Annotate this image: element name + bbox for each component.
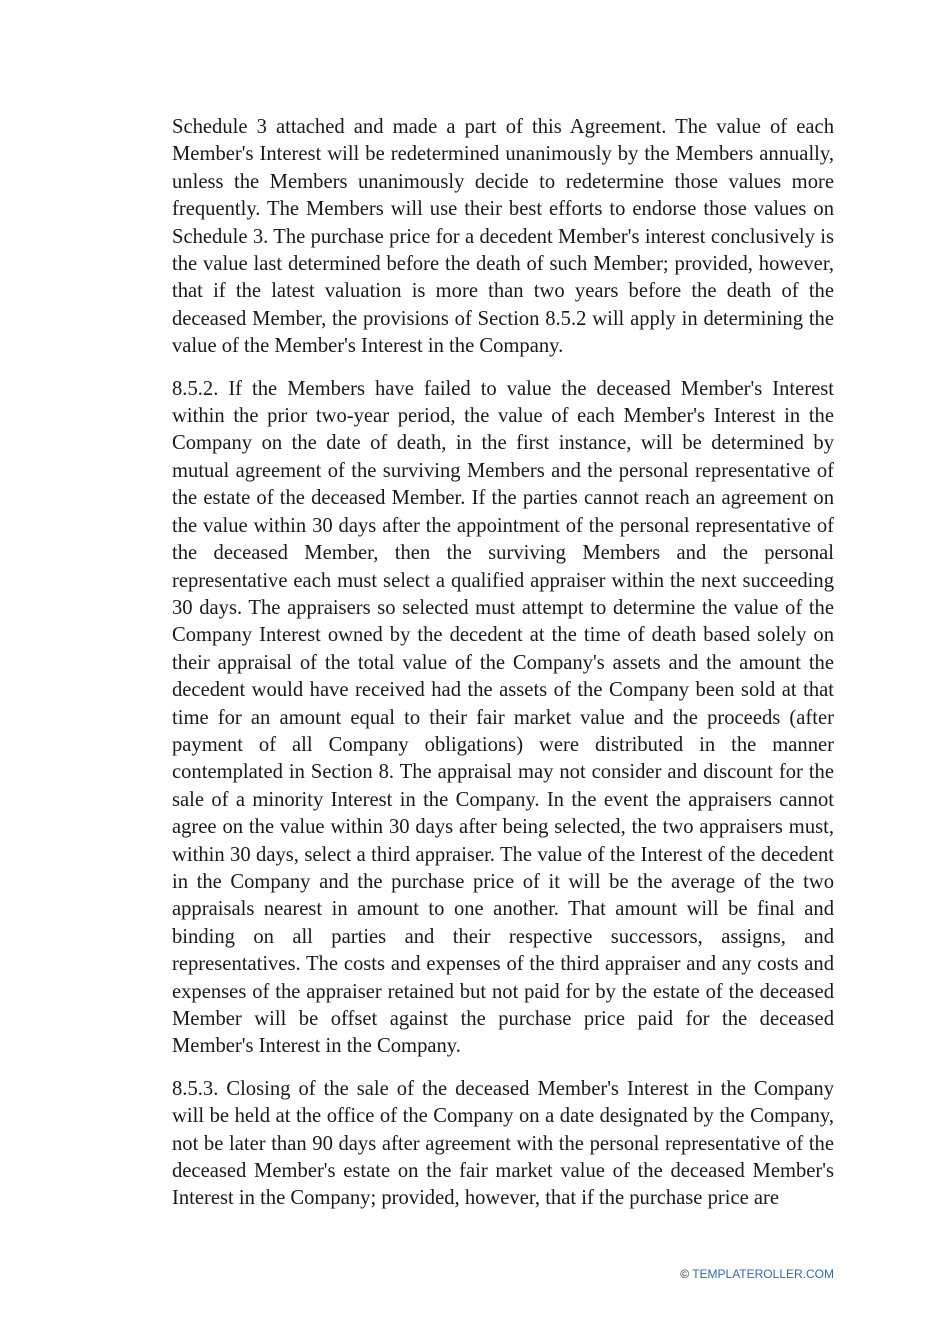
footer-watermark [680, 1266, 834, 1282]
paragraph-8-5-2: 8.5.2. If the Members have failed to value the deceased Member's Interest within the prior two-year period, the value of each Member's Interest in the Company on the date of death, in the first instance, will be determined by mutual agreement of the surviving Members and the personal representative of the estate of the deceased Member. If the parties cannot reach an agreement on the value within 30 days after the appointment of the personal representative of the deceased Member, then the surviving Members and the personal representative each must select a qualified appraiser within the next succeeding 30 days. The appraisers so selected must attempt to determine the value of the Company Interest owned by the decedent at the time of death based solely on their appraisal of the total value of the Company's assets and the amount the decedent would have received had the assets of the Company been sold at that time for an amount equal to their fair market value and the proceeds (after payment of all Company obligations) were distributed in the manner contemplated in Section 8. The appraisal may not consider and discount for the sale of a minority Interest in the Company. In the event the appraisers cannot agree on the value within 30 days after being selected, the two appraisers must, within 30 days, select a third appraiser. The value of the Interest of the decedent in the Company and the purchase price of it will be the average of the two appraisals nearest in amount to one another. That amount will be final and binding on all parties and their respective successors, assigns, and representatives. The costs and expenses of the third appraiser and any costs and expenses of the appraiser retained but not paid for by the estate of the deceased Member will be offset against the purchase price paid for the deceased Member's Interest in the Company. [172, 377, 834, 1058]
copyright-symbol: © [680, 1267, 690, 1281]
templateroller-link[interactable]: TEMPLATEROLLER.COM [692, 1267, 834, 1281]
document-body [172, 114, 834, 1213]
paragraph-8-5-3: 8.5.3. Closing of the sale of the deceased Member's Interest in the Company will be held at the office of the Company on a date designated by the Company, not be later than 90 days after agreement with the personal representative of the deceased Member's estate on the fair market value of the deceased Member's Interest in the Company; provided, however, that if the purchase price are [172, 1077, 834, 1210]
paragraph-schedule-3-valuation: Schedule 3 attached and made a part of this Agreement. The value of each Member's Interest will be redetermined unanimously by the Members annually, unless the Members unanimously decide to redetermine those values more frequently. The Members will use their best efforts to endorse those values on Schedule 3. The purchase price for a decedent Member's interest conclusively is the value last determined before the death of such Member; provided, however, that if the latest valuation is more than two years before the death of the deceased Member, the provisions of Section 8.5.2 will apply in determining the value of the Member's Interest in the Company. [172, 116, 834, 358]
